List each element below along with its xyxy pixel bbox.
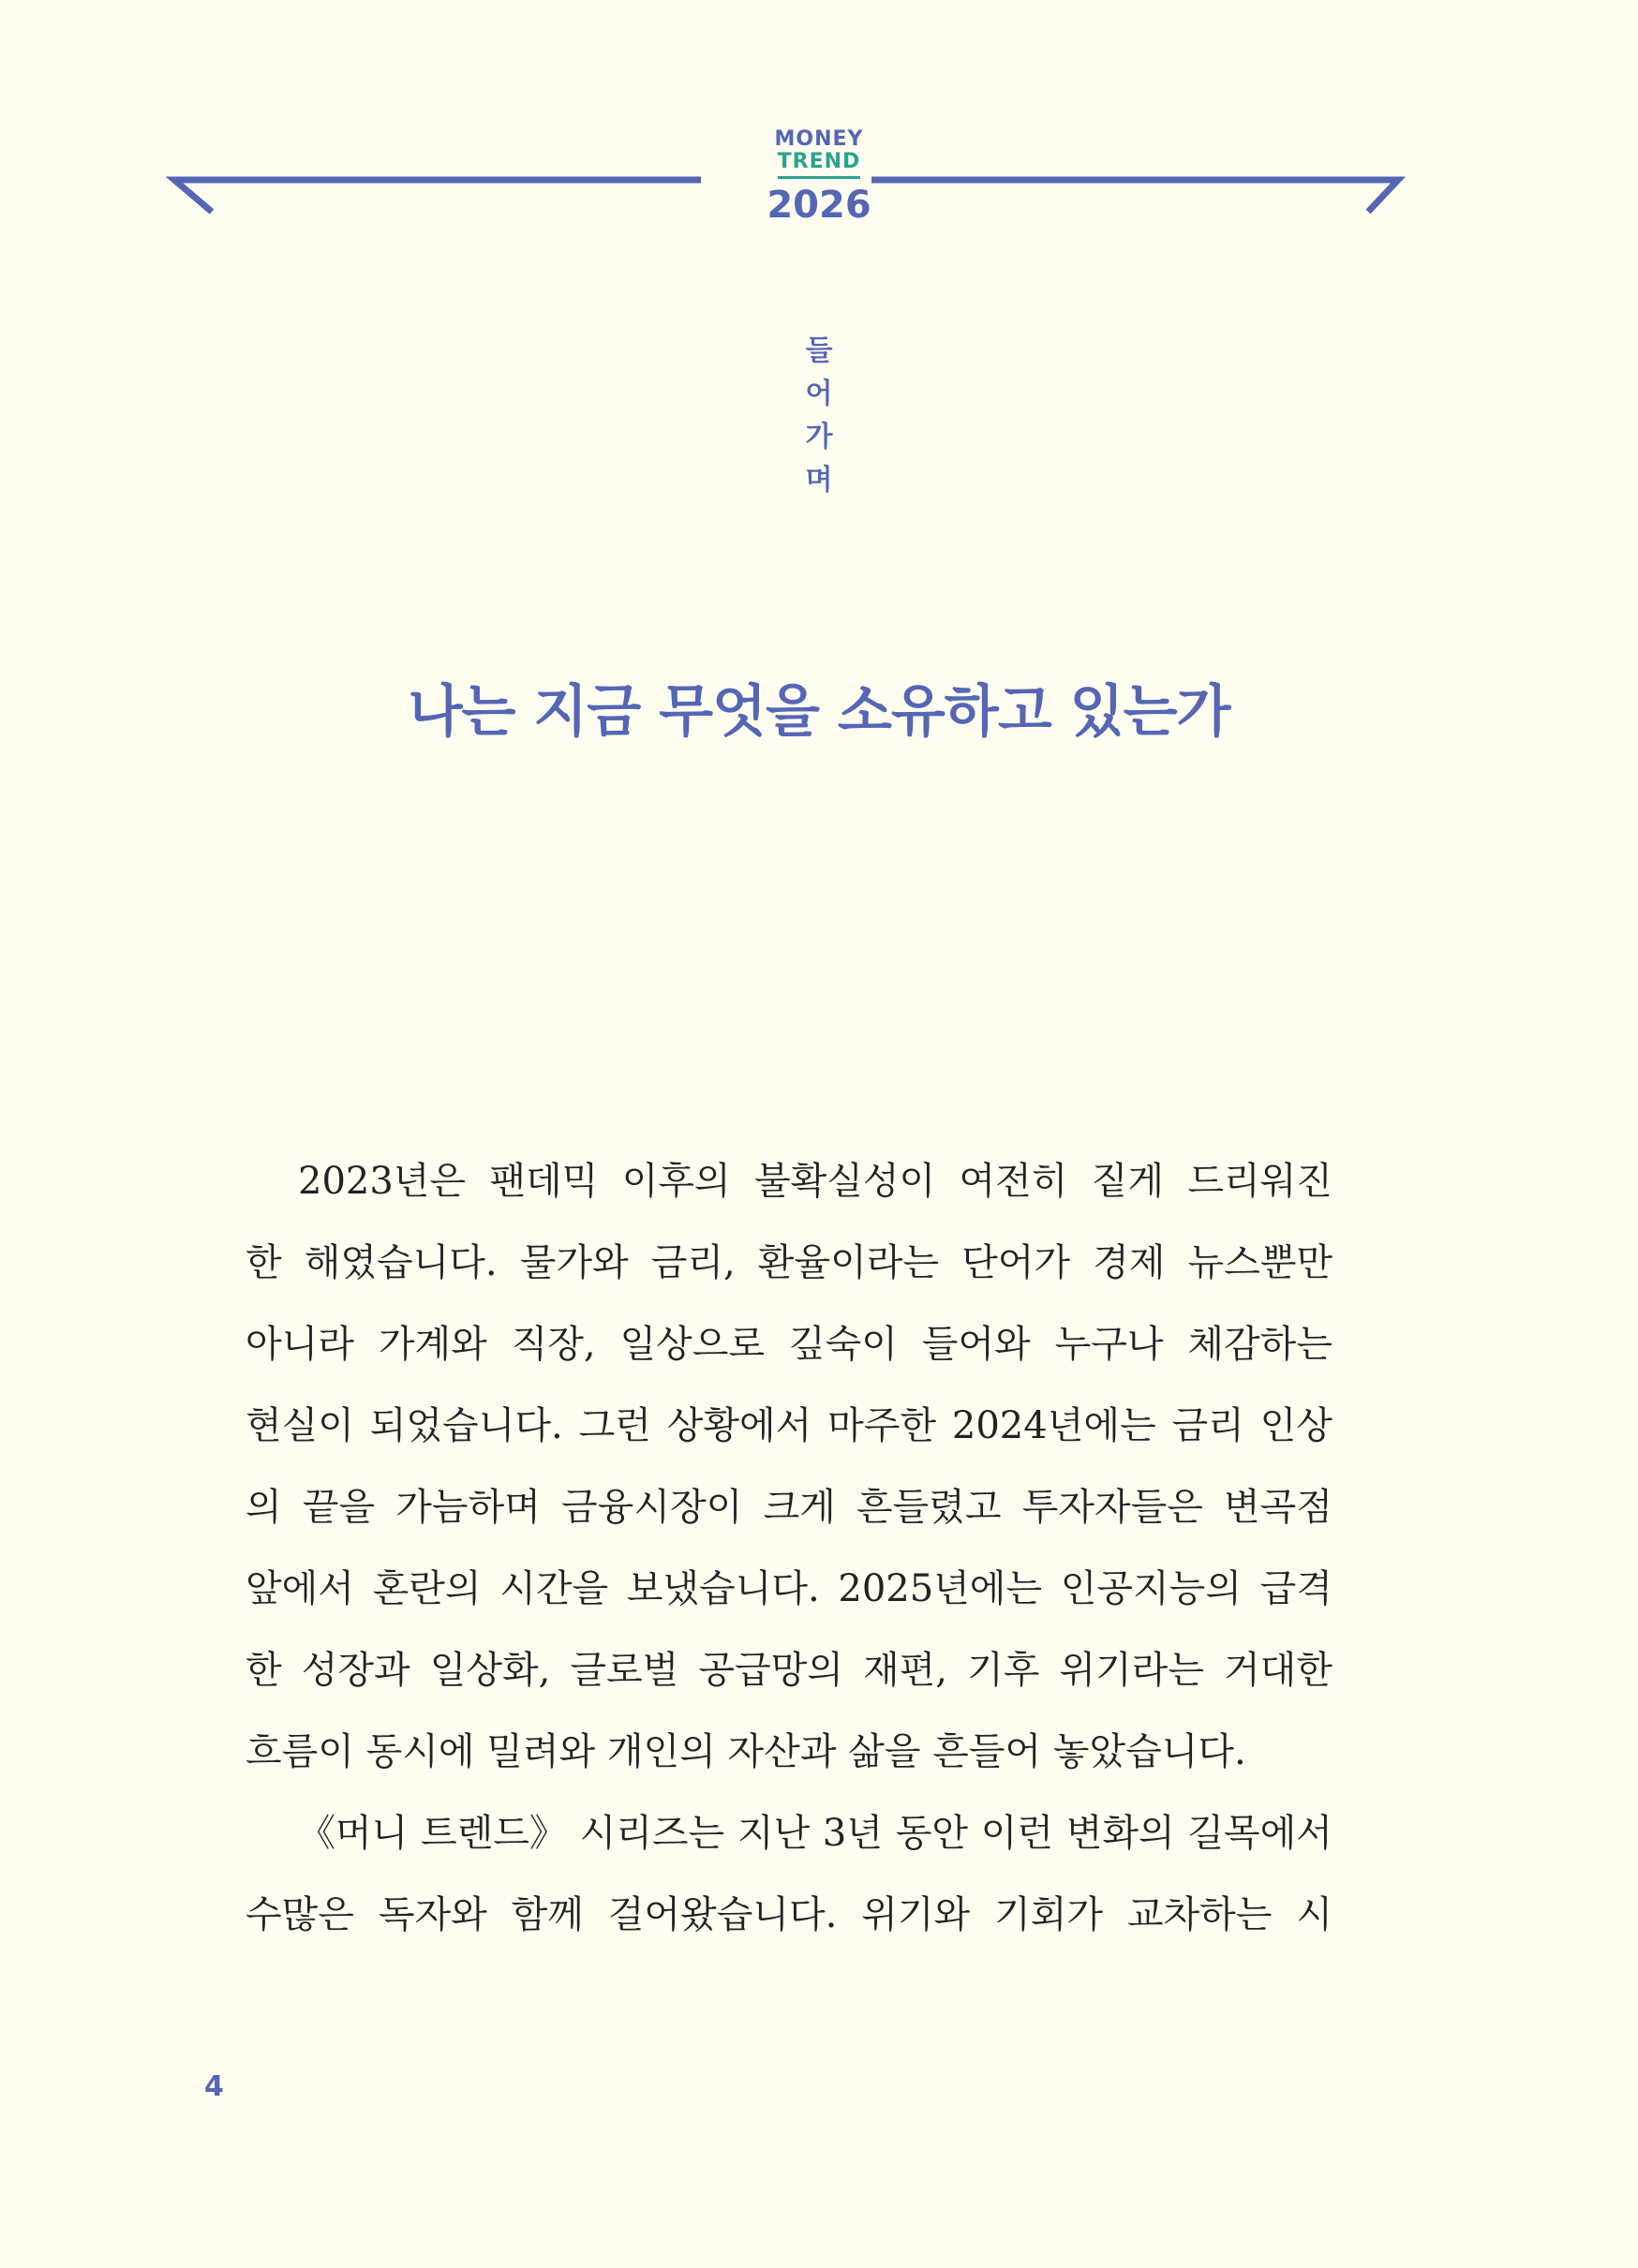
section-label-char: 어 (805, 378, 833, 410)
logo-money: MONEY (774, 127, 864, 151)
body-line: 한 성장과 일상화, 글로벌 공급망의 재편, 기후 위기라는 거대한 (246, 1649, 1333, 1692)
section-label-char: 가 (805, 421, 833, 453)
logo-year: 2026 (767, 184, 871, 227)
page-number: 4 (204, 2070, 224, 2103)
body-line: 흐름이 동시에 밀려와 개인의 자산과 삶을 흔들어 놓았습니다. (246, 1730, 1246, 1773)
section-label (772, 330, 866, 502)
header-rule-right (871, 180, 1398, 212)
body-line: 수많은 독자와 함께 걸어왔습니다. 위기와 기회가 교차하는 시 (246, 1893, 1333, 1936)
body-line: 2023년은 팬데믹 이후의 불확실성이 여전히 짙게 드리워진 (298, 1160, 1333, 1203)
section-label-char: 들 (805, 334, 833, 367)
section-label-char: 며 (805, 464, 833, 497)
body-line: 《머니 트렌드》 시리즈는 지난 3년 동안 이런 변화의 길목에서 (298, 1812, 1333, 1855)
body-line: 한 해였습니다. 물가와 금리, 환율이라는 단어가 경제 뉴스뿐만 (246, 1241, 1333, 1284)
body-line: 현실이 되었습니다. 그런 상황에서 마주한 2024년에는 금리 인상 (246, 1404, 1333, 1447)
body-text (246, 1141, 1333, 1956)
body-line: 앞에서 혼란의 시간을 보냈습니다. 2025년에는 인공지능의 급격 (246, 1567, 1333, 1610)
body-line: 의 끝을 가늠하며 금융시장이 크게 흔들렸고 투자자들은 변곡점 (246, 1486, 1333, 1529)
header-rule-left (174, 180, 701, 212)
logo-trend: TREND (778, 152, 861, 179)
body-line: 아니라 가계와 직장, 일상으로 깊숙이 들어와 누구나 체감하는 (246, 1323, 1333, 1366)
money-trend-logo (725, 127, 913, 227)
chapter-title: 나는 지금 무엇을 소유하고 있는가 (408, 679, 1230, 745)
